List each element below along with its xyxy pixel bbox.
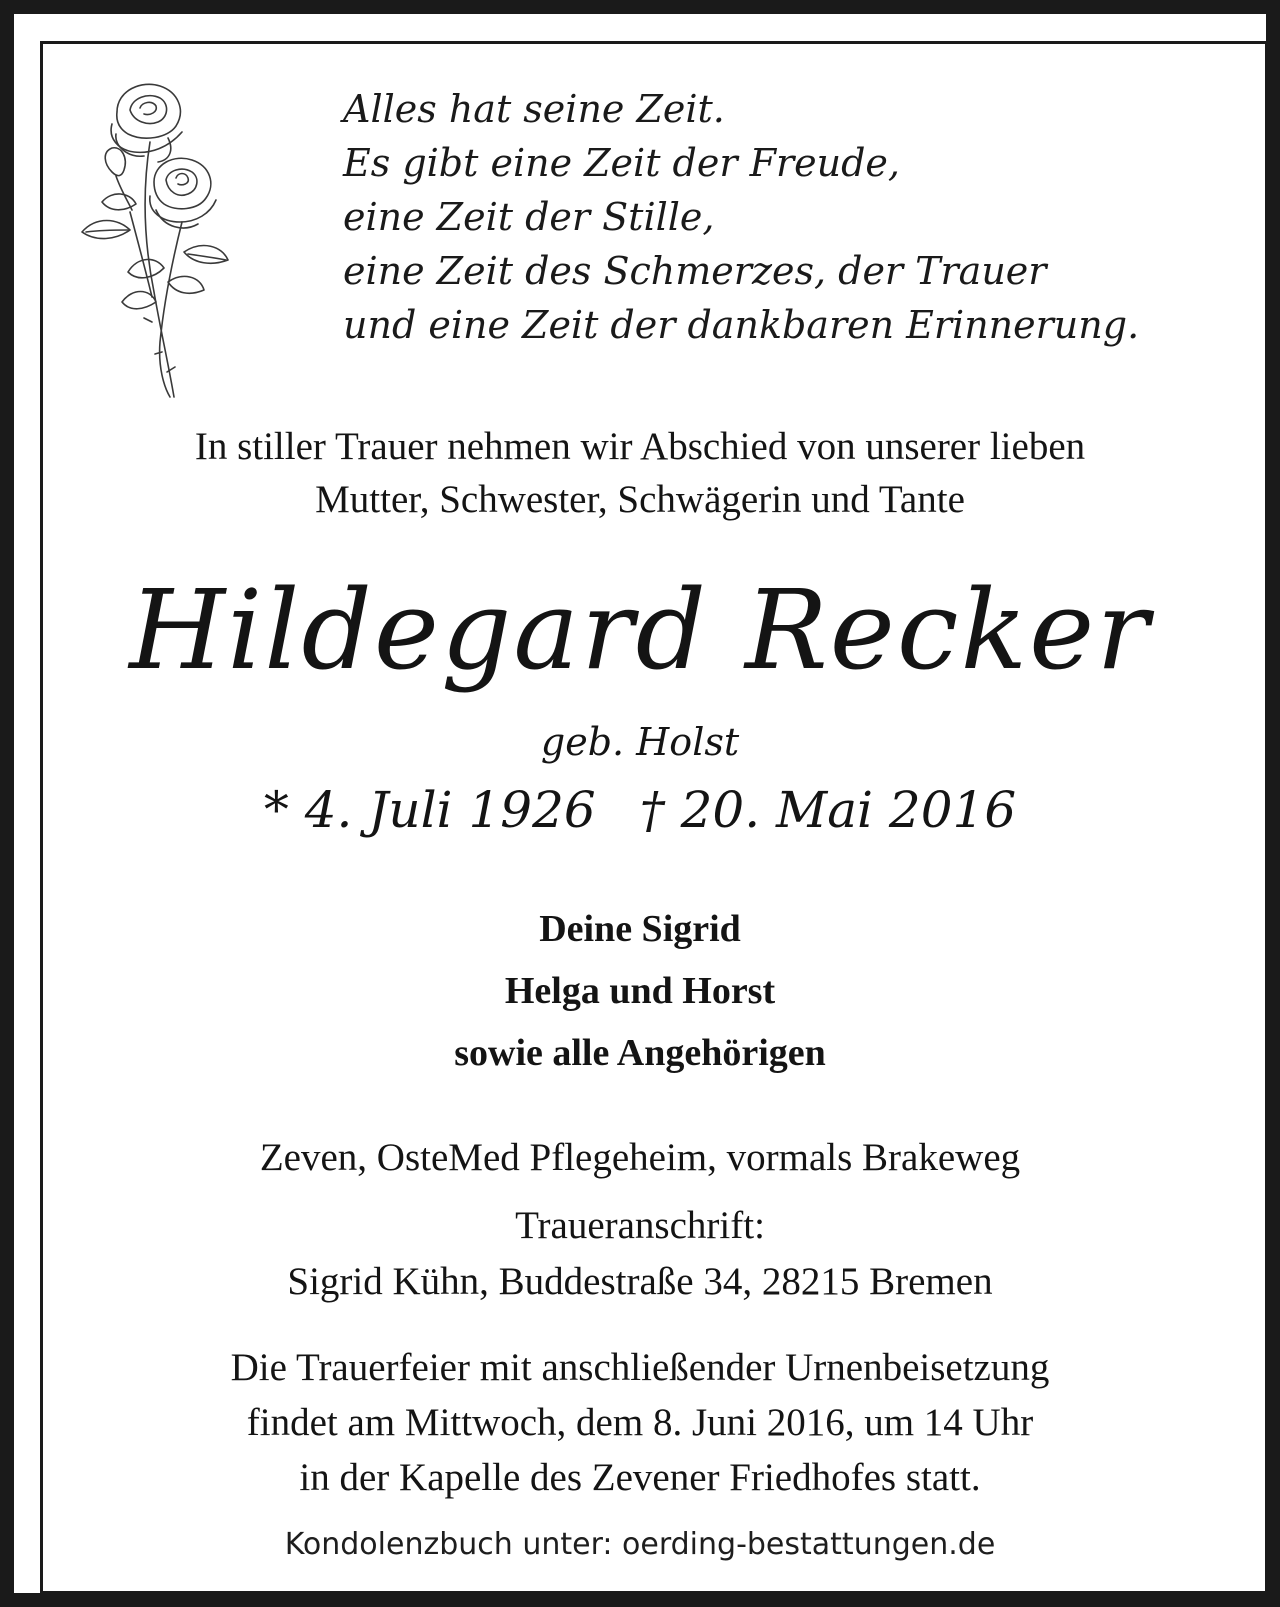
death-date: † 20. Mai 2016: [639, 781, 1017, 839]
intro-line: In stiller Trauer nehmen wir Abschied von unserer lieben: [194, 425, 1086, 468]
life-dates: [28, 778, 1252, 842]
poem-line: Es gibt eine Zeit der Freude,: [343, 141, 900, 185]
poem-line: eine Zeit der Stille,: [343, 195, 715, 239]
mourners: [28, 898, 1252, 1084]
poem: [343, 82, 1139, 352]
poem-line: Alles hat seine Zeit.: [343, 87, 725, 131]
place-text: Zeven, OsteMed Pflegeheim, vormals Brakeweg: [259, 1136, 1021, 1179]
mourner-line: sowie alle Angehörigen: [454, 1032, 826, 1074]
ceremony-text: [28, 1340, 1252, 1505]
ceremony-line: Die Trauerfeier mit anschließender Urnenbeisetzung: [230, 1346, 1050, 1389]
mourner-line: Helga und Horst: [504, 970, 776, 1012]
rose-illustration-icon: [72, 72, 232, 402]
condolence-link[interactable]: Kondolenzbuch unter: oerding-bestattungen.de: [284, 1527, 996, 1562]
birth-name: geb. Holst: [540, 720, 740, 764]
intro-line: Mutter, Schwester, Schwägerin und Tante: [315, 478, 965, 521]
ceremony-line: findet am Mittwoch, dem 8. Juni 2016, um 14 Uhr: [246, 1401, 1034, 1444]
intro-text: [28, 420, 1252, 526]
address-label: Traueranschrift:: [515, 1204, 765, 1247]
ceremony-line: in der Kapelle des Zevener Friedhofes statt.: [299, 1456, 981, 1499]
mourner-line: Deine Sigrid: [539, 908, 741, 950]
address-value: Sigrid Kühn, Buddestraße 34, 28215 Bremen: [287, 1260, 993, 1303]
mourning-address: [28, 1198, 1252, 1310]
deceased-name: Hildegard Recker: [129, 566, 1151, 694]
poem-line: eine Zeit des Schmerzes, der Trauer: [343, 249, 1047, 293]
poem-line: und eine Zeit der dankbaren Erinnerung.: [343, 303, 1140, 347]
birth-date: * 4. Juli 1926: [263, 781, 596, 839]
